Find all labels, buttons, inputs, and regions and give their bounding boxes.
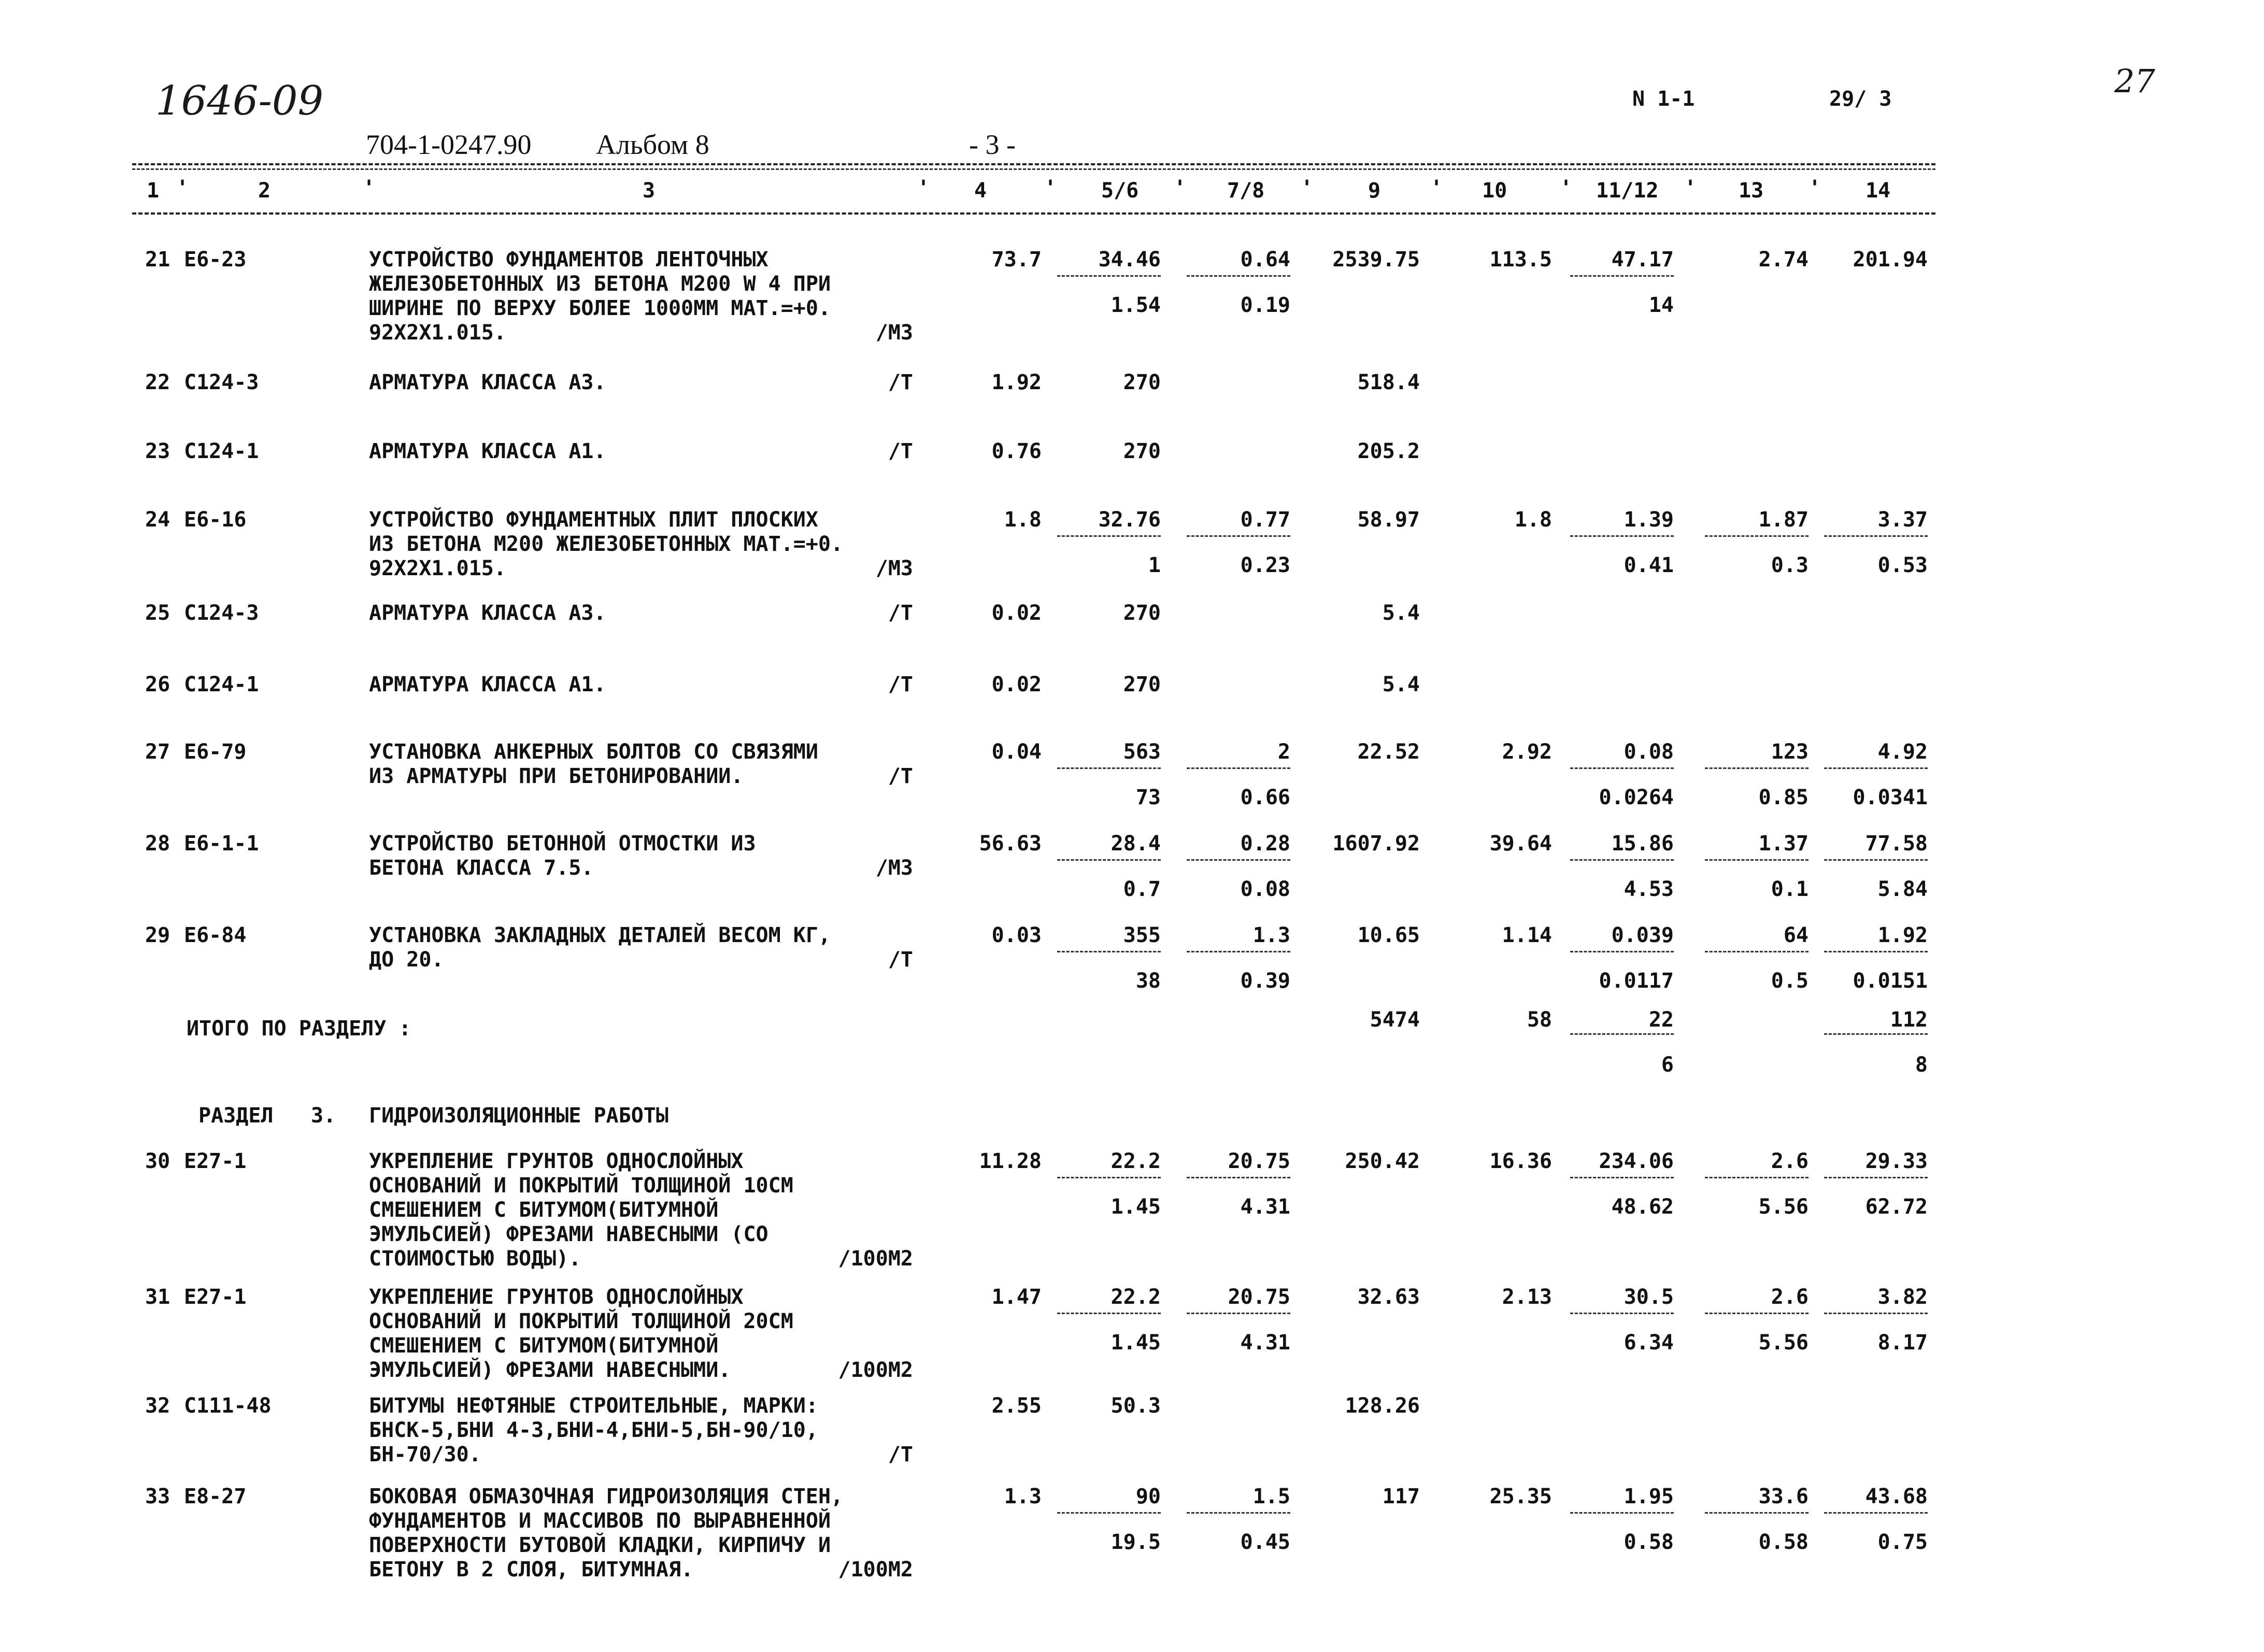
cell-c14-divider (1824, 535, 1928, 537)
cell-c4: 0.03 (991, 923, 1042, 947)
header-rule-bottom (132, 212, 1935, 215)
sheet-ref: N 1-1 (1632, 87, 1695, 111)
col-head-1: 1 (147, 179, 160, 203)
row-number: 33 (145, 1485, 170, 1508)
row-description-line: СМЕШЕНИЕМ С БИТУМОМ(БИТУМНОЙ (369, 1334, 719, 1358)
col-head-5-6: 5/6 (1101, 179, 1139, 203)
cell-c4: 1.8 (1004, 508, 1042, 532)
row-description-line: СТОИМОСТЬЮ ВОДЫ). (369, 1247, 581, 1271)
row-description-line: БН-70/30. (369, 1443, 481, 1466)
cell-c4: 1.47 (991, 1285, 1042, 1309)
row-code: E27-1 (184, 1149, 247, 1173)
cell-c13-lower: 0.5 (1771, 969, 1809, 993)
cell-c9: 32.63 (1357, 1285, 1420, 1309)
cell-c9: 58.97 (1357, 508, 1420, 532)
section-number: 3. (311, 1104, 336, 1128)
cell-c11-12-divider (1570, 1177, 1674, 1178)
cell-c5-6-divider (1057, 1512, 1161, 1514)
cell-c11-12-lower: 6.34 (1624, 1331, 1674, 1355)
handwritten-code: 1646-09 (155, 78, 324, 124)
row-unit: /100М2 (838, 1247, 913, 1271)
cell-c13-divider (1705, 1313, 1809, 1314)
col-sep: ' (1684, 176, 1697, 200)
row-description-line: ДО 20. (369, 948, 444, 972)
cell-c7-8-divider (1187, 275, 1290, 277)
doc-code: 704-1-0247.90 (366, 129, 532, 160)
cell-c14-lower: 8.17 (1877, 1331, 1928, 1355)
cell-c14-lower: 0.0341 (1853, 786, 1928, 809)
cell-c13: 2.6 (1771, 1149, 1809, 1173)
cell-c4: 0.02 (991, 673, 1042, 696)
row-description-line: УСТАНОВКА АНКЕРНЫХ БОЛТОВ СО СВЯЗЯМИ (369, 740, 818, 764)
cell-c14-divider (1824, 1313, 1928, 1314)
cell-c4: 0.76 (991, 439, 1042, 463)
cell-c14: 29.33 (1865, 1149, 1928, 1173)
cell-c7-8-lower: 4.31 (1240, 1195, 1290, 1219)
col-head-3: 3 (643, 179, 656, 203)
cell-c11-12-divider (1570, 951, 1674, 952)
cell-c9: 117 (1382, 1485, 1420, 1508)
row-unit: /Т (888, 673, 913, 696)
row-unit: /Т (888, 764, 913, 788)
row-description-line: АРМАТУРА КЛАССА А3. (369, 371, 606, 394)
row-number: 24 (145, 508, 170, 532)
col-head-2: 2 (258, 179, 271, 203)
col-head-11-12: 11/12 (1596, 179, 1659, 203)
cell-c5-6: 28.4 (1110, 832, 1161, 856)
cell-c13-lower: 0.1 (1771, 877, 1809, 901)
cell-c5-6: 355 (1123, 923, 1161, 947)
cell-c13: 2.6 (1771, 1285, 1809, 1309)
row-description-line: УКРЕПЛЕНИЕ ГРУНТОВ ОДНОСЛОЙНЫХ (369, 1285, 744, 1309)
cell-c5-6: 270 (1123, 439, 1161, 463)
cell-c7-8-divider (1187, 859, 1290, 861)
cell-c14-divider (1824, 1177, 1928, 1178)
col-sep: ' (1174, 176, 1187, 200)
cell-c5-6: 270 (1123, 371, 1161, 394)
cell-c5-6: 22.2 (1110, 1149, 1161, 1173)
cell-c14: 3.37 (1877, 508, 1928, 532)
cell-c14: 201.94 (1853, 248, 1928, 272)
row-code: C124-1 (184, 673, 259, 696)
total-c11: 22 (1648, 1008, 1674, 1032)
col-sep: ' (1809, 176, 1821, 200)
cell-c10: 2.13 (1502, 1285, 1552, 1309)
row-description-line: 92Х2Х1.015. (369, 321, 506, 345)
row-description-line: УСТРОЙСТВО ФУНДАМЕНТНЫХ ПЛИТ ПЛОСКИХ (369, 508, 818, 532)
row-number: 23 (145, 439, 170, 463)
row-number: 31 (145, 1285, 170, 1309)
row-unit: /М3 (875, 321, 913, 345)
cell-c14: 3.82 (1877, 1285, 1928, 1309)
row-description-line: БЕТОНА КЛАССА 7.5. (369, 856, 594, 880)
row-unit: /Т (888, 439, 913, 463)
cell-c13-divider (1705, 859, 1809, 861)
row-description-line: ПОВЕРХНОСТИ БУТОВОЙ КЛАДКИ, КИРПИЧУ И (369, 1533, 831, 1557)
row-unit: /Т (888, 948, 913, 972)
cell-c11-12-lower: 48.62 (1611, 1195, 1674, 1219)
row-description-line: УСТАНОВКА ЗАКЛАДНЫХ ДЕТАЛЕЙ ВЕСОМ КГ, (369, 923, 831, 947)
cell-c13: 33.6 (1758, 1485, 1809, 1508)
cell-c13-lower: 0.3 (1771, 553, 1809, 577)
row-description-line: ШИРИНЕ ПО ВЕРХУ БОЛЕЕ 1000ММ МАТ.=+0. (369, 296, 831, 320)
cell-c5-6: 90 (1135, 1485, 1161, 1508)
cell-c9: 128.26 (1345, 1394, 1420, 1418)
cell-c4: 2.55 (991, 1394, 1042, 1418)
section-label: РАЗДЕЛ (198, 1104, 274, 1128)
cell-c13-lower: 0.85 (1758, 786, 1809, 809)
cell-c11-12: 30.5 (1624, 1285, 1674, 1309)
cell-c9: 5.4 (1382, 601, 1420, 625)
cell-c14: 1.92 (1877, 923, 1928, 947)
col-sep: ' (1560, 176, 1573, 200)
col-head-4: 4 (974, 179, 987, 203)
page-center: - 3 - (969, 129, 1016, 160)
cell-c7-8-lower: 0.39 (1240, 969, 1290, 993)
cell-c10: 2.92 (1502, 740, 1552, 764)
cell-c13-lower: 5.56 (1758, 1195, 1809, 1219)
row-number: 29 (145, 923, 170, 947)
row-number: 30 (145, 1149, 170, 1173)
cell-c11-12-divider (1570, 859, 1674, 861)
cell-c7-8: 1.5 (1252, 1485, 1290, 1508)
cell-c10: 39.64 (1489, 832, 1552, 856)
cell-c13: 1.87 (1758, 508, 1809, 532)
cell-c14: 4.92 (1877, 740, 1928, 764)
cell-c5-6-lower: 73 (1135, 786, 1161, 809)
row-description-line: БНСК-5,БНИ 4-3,БНИ-4,БНИ-5,БН-90/10, (369, 1418, 818, 1442)
row-description-line: УКРЕПЛЕНИЕ ГРУНТОВ ОДНОСЛОЙНЫХ (369, 1149, 744, 1173)
cell-c11-12: 1.39 (1624, 508, 1674, 532)
cell-c14-divider (1824, 767, 1928, 769)
cell-c5-6-lower: 1.54 (1110, 293, 1161, 317)
cell-c13-lower: 0.58 (1758, 1530, 1809, 1554)
cell-c7-8-lower: 0.19 (1240, 293, 1290, 317)
cell-c5-6-lower: 38 (1135, 969, 1161, 993)
row-code: E8-27 (184, 1485, 247, 1508)
cell-c13-divider (1705, 767, 1809, 769)
cell-c11-12-divider (1570, 535, 1674, 537)
cell-c9: 250.42 (1345, 1149, 1420, 1173)
cell-c5-6: 34.46 (1098, 248, 1161, 272)
cell-c7-8-lower: 4.31 (1240, 1331, 1290, 1355)
cell-c11-12-divider (1570, 1313, 1674, 1314)
row-unit: /100М2 (838, 1358, 913, 1382)
row-unit: /М3 (875, 856, 913, 880)
cell-c11-12-lower: 0.0117 (1599, 969, 1674, 993)
cell-c5-6-divider (1057, 859, 1161, 861)
cell-c10: 25.35 (1489, 1485, 1552, 1508)
row-description-line: ИЗ БЕТОНА М200 ЖЕЛЕЗОБЕТОННЫХ МАТ.=+0. (369, 532, 844, 556)
row-description-line: ЖЕЛЕЗОБЕТОННЫХ ИЗ БЕТОНА М200 W 4 ПРИ (369, 272, 831, 296)
cell-c5-6-lower: 0.7 (1123, 877, 1161, 901)
cell-c7-8-divider (1187, 1313, 1290, 1314)
cell-c13-divider (1705, 951, 1809, 952)
cell-c11-12-divider (1570, 767, 1674, 769)
row-description-line: БЕТОНУ В 2 СЛОЯ, БИТУМНАЯ. (369, 1558, 694, 1582)
cell-c11-12-lower: 0.41 (1624, 553, 1674, 577)
cell-c11-12: 0.08 (1624, 740, 1674, 764)
cell-c9: 205.2 (1357, 439, 1420, 463)
row-number: 22 (145, 371, 170, 394)
cell-c9: 2539.75 (1332, 248, 1420, 272)
cell-c9: 518.4 (1357, 371, 1420, 394)
row-unit: /Т (888, 371, 913, 394)
row-code: E6-1-1 (184, 832, 259, 856)
total-c9: 5474 (1370, 1008, 1420, 1032)
total-c14-divider (1824, 1033, 1928, 1035)
cell-c5-6-divider (1057, 1177, 1161, 1178)
cell-c7-8-lower: 0.23 (1240, 553, 1290, 577)
cell-c7-8: 20.75 (1228, 1285, 1290, 1309)
row-unit: /100М2 (838, 1558, 913, 1582)
cell-c7-8: 1.3 (1252, 923, 1290, 947)
row-number: 27 (145, 740, 170, 764)
cell-c13-lower: 5.56 (1758, 1331, 1809, 1355)
col-sep: ' (917, 176, 930, 200)
cell-c4: 0.02 (991, 601, 1042, 625)
row-code: C124-1 (184, 439, 259, 463)
cell-c13: 1.37 (1758, 832, 1809, 856)
row-description-line: БОКОВАЯ ОБМАЗОЧНАЯ ГИДРОИЗОЛЯЦИЯ СТЕН, (369, 1485, 844, 1508)
cell-c13: 123 (1771, 740, 1809, 764)
row-code: E6-79 (184, 740, 247, 764)
col-head-9: 9 (1368, 179, 1381, 203)
cell-c14-divider (1824, 1512, 1928, 1514)
cell-c10: 113.5 (1489, 248, 1552, 272)
cell-c7-8-divider (1187, 535, 1290, 537)
cell-c11-12-lower: 14 (1648, 293, 1674, 317)
cell-c9: 22.52 (1357, 740, 1420, 764)
cell-c7-8-lower: 0.08 (1240, 877, 1290, 901)
col-head-10: 10 (1482, 179, 1507, 203)
cell-c13-divider (1705, 1512, 1809, 1514)
cell-c14: 77.58 (1865, 832, 1928, 856)
row-code: C111-48 (184, 1394, 272, 1418)
cell-c4: 56.63 (979, 832, 1042, 856)
row-code: E6-23 (184, 248, 247, 272)
cell-c11-12: 234.06 (1599, 1149, 1674, 1173)
cell-c11-12: 0.039 (1611, 923, 1674, 947)
cell-c5-6-lower: 1.45 (1110, 1331, 1161, 1355)
row-unit: /Т (888, 601, 913, 625)
cell-c10: 1.8 (1514, 508, 1552, 532)
cell-c7-8: 0.28 (1240, 832, 1290, 856)
row-description-line: БИТУМЫ НЕФТЯНЫЕ СТРОИТЕЛЬНЫЕ, МАРКИ: (369, 1394, 818, 1418)
cell-c5-6-divider (1057, 535, 1161, 537)
col-sep: ' (176, 176, 189, 200)
album-label: Альбом 8 (596, 129, 709, 160)
total-c12: 6 (1661, 1053, 1674, 1077)
cell-c5-6-divider (1057, 767, 1161, 769)
cell-c5-6-divider (1057, 951, 1161, 952)
cell-c7-8: 2 (1277, 740, 1290, 764)
cell-c9: 5.4 (1382, 673, 1420, 696)
cell-c11-12: 47.17 (1611, 248, 1674, 272)
cell-c5-6: 270 (1123, 673, 1161, 696)
row-description-line: АРМАТУРА КЛАССА А1. (369, 439, 606, 463)
row-description-line: АРМАТУРА КЛАССА А3. (369, 601, 606, 625)
cell-c14: 43.68 (1865, 1485, 1928, 1508)
cell-c14-divider (1824, 951, 1928, 952)
cell-c13: 2.74 (1758, 248, 1809, 272)
cell-c7-8-divider (1187, 951, 1290, 952)
cell-c13-divider (1705, 535, 1809, 537)
cell-c14-lower: 0.0151 (1853, 969, 1928, 993)
header-rule-top (132, 163, 1935, 165)
row-description-line: 92Х2Х1.015. (369, 557, 506, 580)
row-description-line: ЭМУЛЬСИЕЙ) ФРЕЗАМИ НАВЕСНЫМИ (СО (369, 1222, 768, 1246)
page-ref: 29/ 3 (1829, 87, 1892, 111)
cell-c11-12-lower: 0.58 (1624, 1530, 1674, 1554)
cell-c14-divider (1824, 859, 1928, 861)
cell-c5-6: 32.76 (1098, 508, 1161, 532)
cell-c11-12-divider (1570, 275, 1674, 277)
col-head-7-8: 7/8 (1227, 179, 1265, 203)
row-description-line: ИЗ АРМАТУРЫ ПРИ БЕТОНИРОВАНИИ. (369, 764, 744, 788)
row-number: 21 (145, 248, 170, 272)
total-label: ИТОГО ПО РАЗДЕЛУ : (187, 1017, 411, 1041)
cell-c11-12-lower: 0.0264 (1599, 786, 1674, 809)
handwritten-page-number: 27 (2114, 62, 2155, 100)
cell-c4: 0.04 (991, 740, 1042, 764)
cell-c4: 1.3 (1004, 1485, 1042, 1508)
row-number: 32 (145, 1394, 170, 1418)
cell-c11-12: 15.86 (1611, 832, 1674, 856)
cell-c7-8: 0.77 (1240, 508, 1290, 532)
cell-c4: 11.28 (979, 1149, 1042, 1173)
cell-c7-8-lower: 0.66 (1240, 786, 1290, 809)
section-title: ГИДРОИЗОЛЯЦИОННЫЕ РАБОТЫ (369, 1104, 668, 1128)
cell-c5-6-lower: 19.5 (1110, 1530, 1161, 1554)
col-sep: ' (1044, 176, 1057, 200)
cell-c11-12: 1.95 (1624, 1485, 1674, 1508)
cell-c4: 1.92 (991, 371, 1042, 394)
cell-c13: 64 (1783, 923, 1809, 947)
cell-c5-6: 22.2 (1110, 1285, 1161, 1309)
col-sep: ' (1430, 176, 1443, 200)
row-description-line: ОСНОВАНИЙ И ПОКРЫТИЙ ТОЛЩИНОЙ 20СМ (369, 1309, 793, 1333)
cell-c7-8-divider (1187, 1512, 1290, 1514)
row-description-line: СМЕШЕНИЕМ С БИТУМОМ(БИТУМНОЙ (369, 1198, 719, 1222)
row-description-line: ОСНОВАНИЙ И ПОКРЫТИЙ ТОЛЩИНОЙ 10СМ (369, 1174, 793, 1198)
cell-c13-divider (1705, 1177, 1809, 1178)
row-code: E6-16 (184, 508, 247, 532)
header-rule-top-2 (132, 168, 1935, 170)
row-description-line: УСТРОЙСТВО ФУНДАМЕНТОВ ЛЕНТОЧНЫХ (369, 248, 768, 272)
cell-c14-lower: 62.72 (1865, 1195, 1928, 1219)
total-c14b: 8 (1915, 1053, 1928, 1077)
cell-c10: 1.14 (1502, 923, 1552, 947)
cell-c5-6-lower: 1 (1148, 553, 1161, 577)
cell-c14-lower: 0.75 (1877, 1530, 1928, 1554)
cell-c10: 16.36 (1489, 1149, 1552, 1173)
row-number: 25 (145, 601, 170, 625)
row-number: 28 (145, 832, 170, 856)
cell-c7-8: 20.75 (1228, 1149, 1290, 1173)
total-c11-divider (1570, 1033, 1674, 1035)
row-description-line: ФУНДАМЕНТОВ И МАССИВОВ ПО ВЫРАВНЕННОЙ (369, 1509, 831, 1533)
cell-c5-6-divider (1057, 275, 1161, 277)
row-code: C124-3 (184, 371, 259, 394)
cell-c14-lower: 0.53 (1877, 553, 1928, 577)
cell-c7-8-divider (1187, 1177, 1290, 1178)
total-c14: 112 (1890, 1008, 1928, 1032)
row-code: C124-3 (184, 601, 259, 625)
row-code: E6-84 (184, 923, 247, 947)
cell-c9: 10.65 (1357, 923, 1420, 947)
cell-c5-6: 563 (1123, 740, 1161, 764)
col-sep: ' (1301, 176, 1314, 200)
cell-c5-6: 270 (1123, 601, 1161, 625)
cell-c5-6-lower: 1.45 (1110, 1195, 1161, 1219)
row-unit: /Т (888, 1443, 913, 1466)
cell-c4: 73.7 (991, 248, 1042, 272)
row-unit: /М3 (875, 557, 913, 580)
row-description-line: ЭМУЛЬСИЕЙ) ФРЕЗАМИ НАВЕСНЫМИ. (369, 1358, 731, 1382)
cell-c11-12-divider (1570, 1512, 1674, 1514)
cell-c7-8-divider (1187, 767, 1290, 769)
col-head-14: 14 (1866, 179, 1891, 203)
cell-c5-6: 50.3 (1110, 1394, 1161, 1418)
cell-c7-8: 0.64 (1240, 248, 1290, 272)
cell-c9: 1607.92 (1332, 832, 1420, 856)
total-c10: 58 (1527, 1008, 1552, 1032)
cell-c7-8-lower: 0.45 (1240, 1530, 1290, 1554)
row-description-line: АРМАТУРА КЛАССА А1. (369, 673, 606, 696)
cell-c11-12-lower: 4.53 (1624, 877, 1674, 901)
cell-c5-6-divider (1057, 1313, 1161, 1314)
row-code: E27-1 (184, 1285, 247, 1309)
row-number: 26 (145, 673, 170, 696)
col-sep: ' (363, 176, 376, 200)
cell-c14-lower: 5.84 (1877, 877, 1928, 901)
col-head-13: 13 (1739, 179, 1764, 203)
row-description-line: УСТРОЙСТВО БЕТОННОЙ ОТМОСТКИ ИЗ (369, 832, 756, 856)
